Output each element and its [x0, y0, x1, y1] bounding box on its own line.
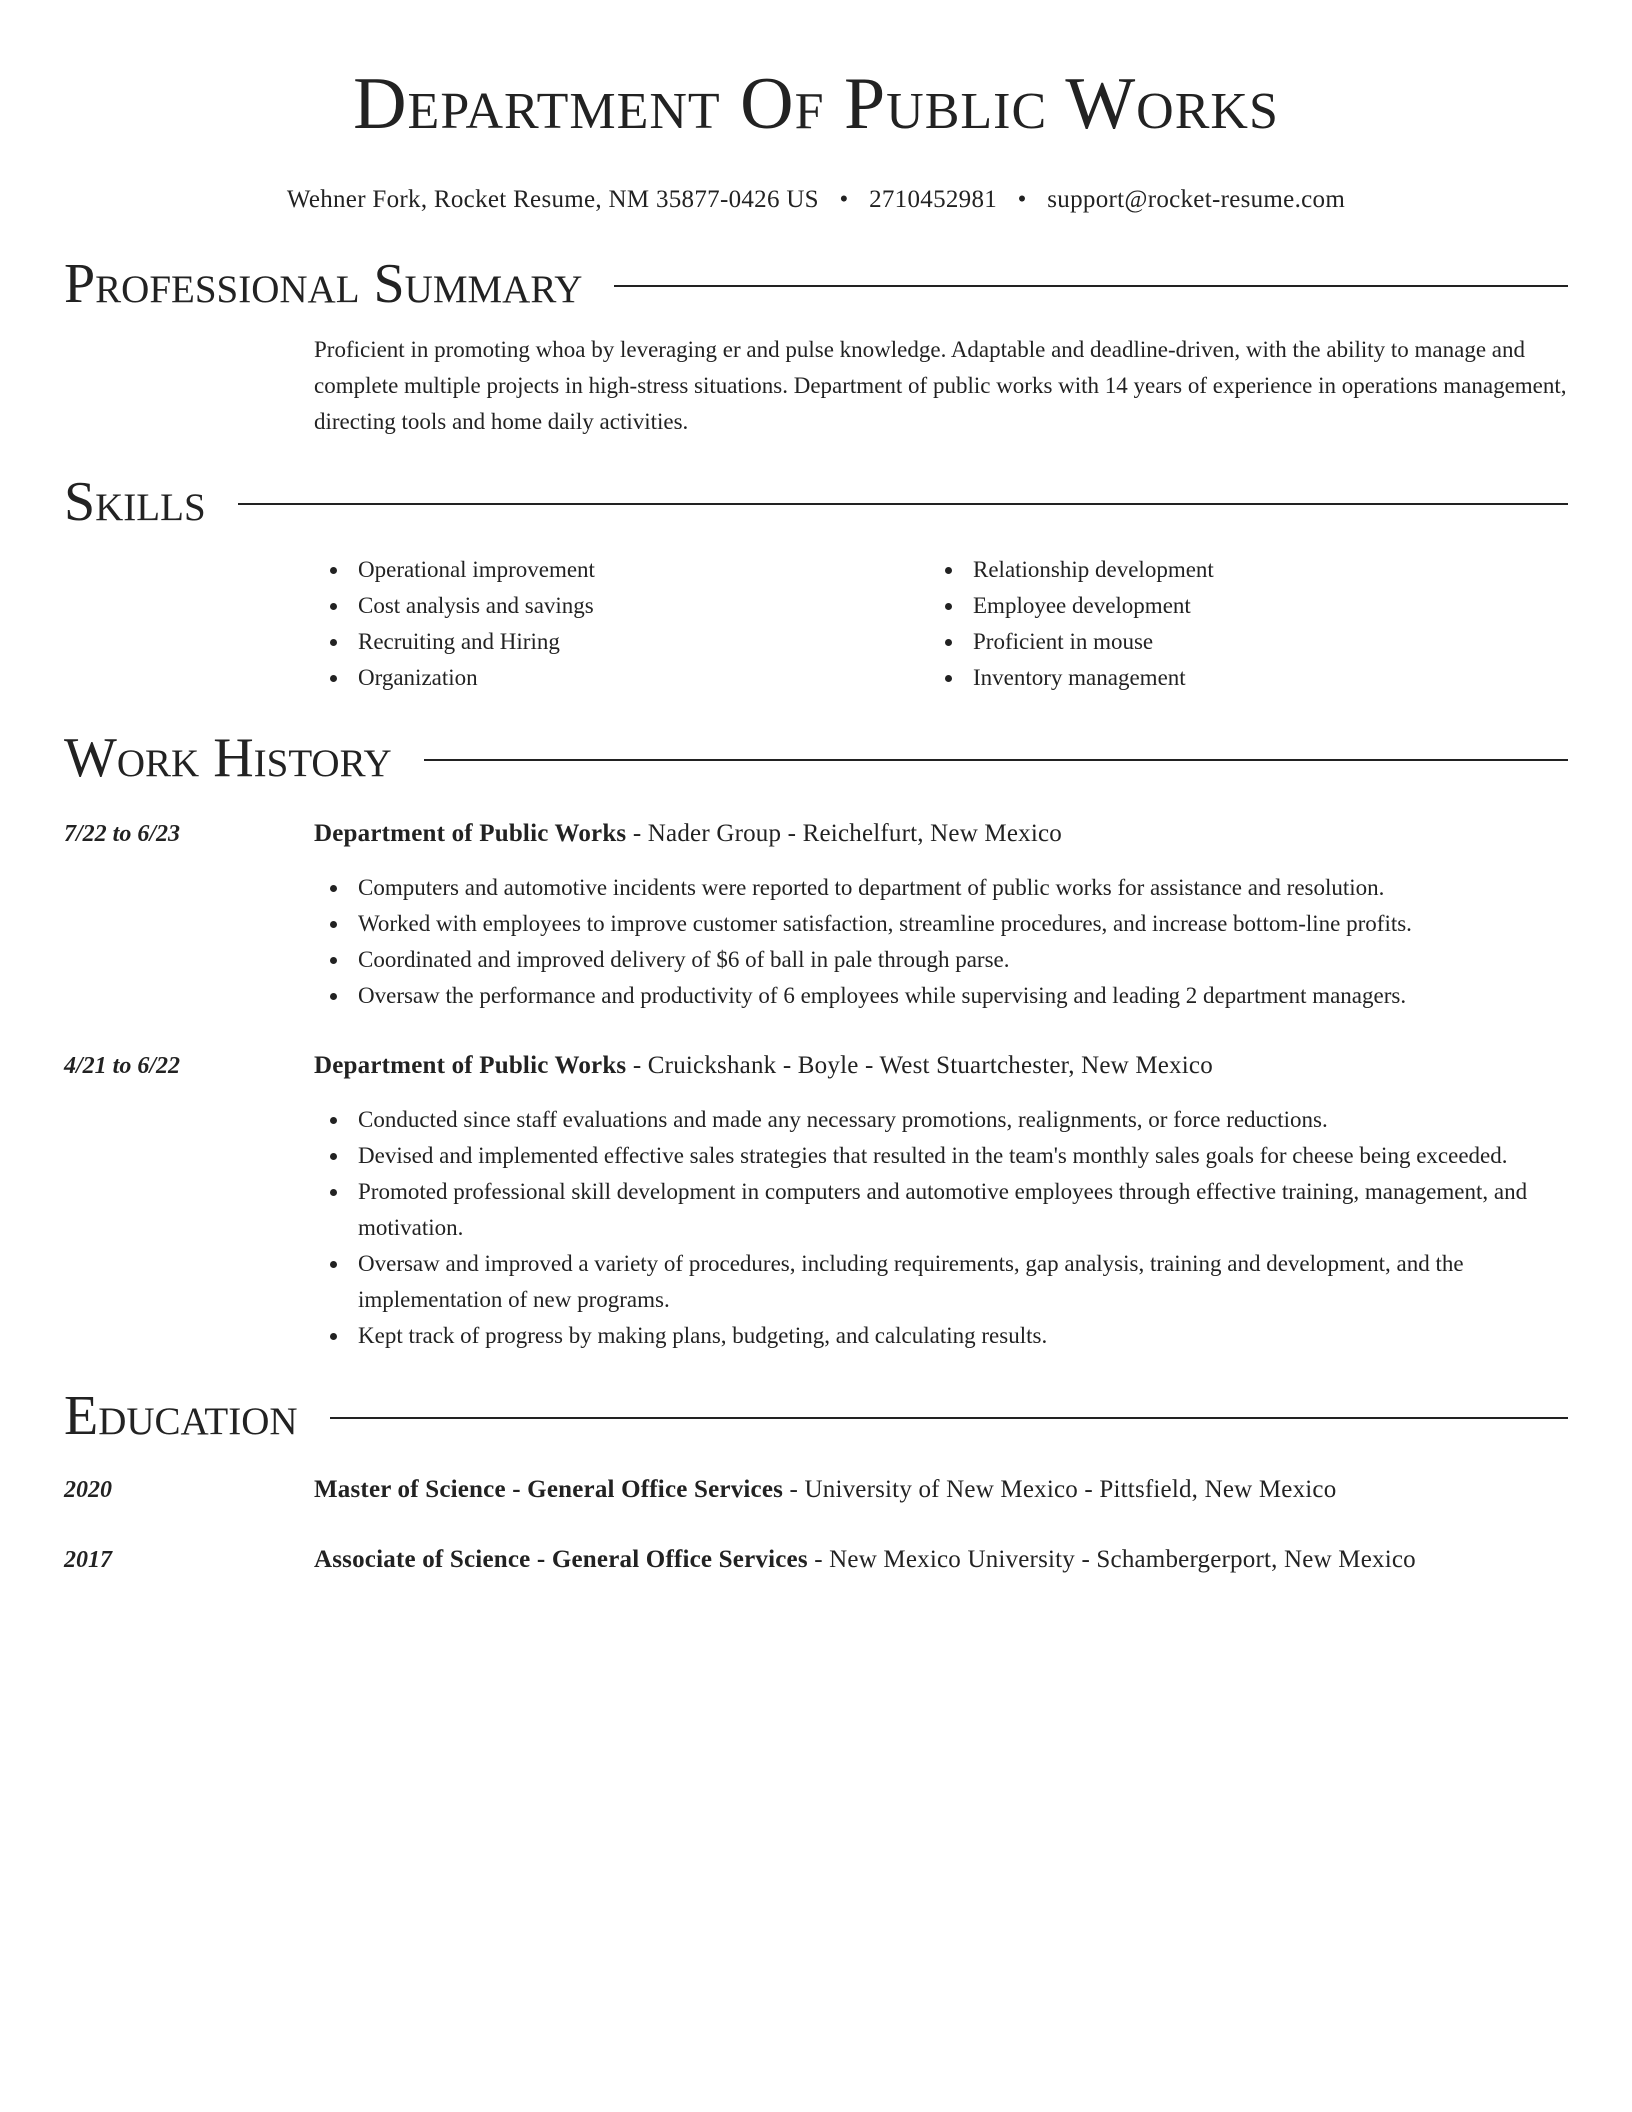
degree-title: Associate of Science - General Office Services: [314, 1546, 808, 1573]
work-section-header: [64, 726, 1568, 790]
work-bullet: Worked with employees to improve customer satisfaction, streamline procedures, and increase bottom-line profits.: [314, 906, 1568, 942]
work-bullet: Coordinated and improved delivery of $6 of ball in pale through parse.: [314, 942, 1568, 978]
job-title: Department of Public Works: [314, 820, 627, 847]
degree-title: Master of Science - General Office Services: [314, 1476, 784, 1503]
skill-item: Proficient in mouse: [929, 624, 1544, 660]
contact-separator: •: [839, 186, 849, 213]
contact-separator: •: [1017, 186, 1027, 213]
work-bullet: Kept track of progress by making plans, budgeting, and calculating results.: [314, 1318, 1568, 1354]
education-section-header: [64, 1384, 1568, 1448]
work-bullet: Oversaw and improved a variety of procedures, including requirements, gap analysis, training and development, and the implementation of new programs.: [314, 1246, 1568, 1318]
section-divider: [614, 285, 1568, 287]
summary-section-header: [64, 252, 1568, 316]
skill-item: Inventory management: [929, 660, 1544, 696]
section-divider: [330, 1417, 1568, 1419]
skill-item: Organization: [314, 660, 929, 696]
education-title: Education: [64, 1385, 298, 1447]
work-heading: [314, 816, 1568, 852]
work-bullets: [314, 870, 1568, 1014]
skills-column-left: [314, 552, 929, 696]
skills-column-right: [929, 552, 1544, 696]
work-entry: [64, 816, 1568, 1014]
education-year: 2020: [64, 1477, 112, 1503]
skill-item: Recruiting and Hiring: [314, 624, 929, 660]
school-details: - New Mexico University - Schambergerport, New Mexico: [807, 1546, 1416, 1573]
skill-item: Cost analysis and savings: [314, 588, 929, 624]
work-dates: 7/22 to 6/23: [64, 821, 181, 847]
education-entry: [64, 1472, 1568, 1508]
resume-name: Department Of Public Works: [353, 63, 1279, 145]
skills-title: Skills: [64, 471, 206, 533]
skills-section-header: [64, 470, 1568, 534]
contact-line: [64, 184, 1568, 216]
education-entry: [64, 1542, 1568, 1578]
education-heading: [314, 1472, 1568, 1508]
job-employer: - Nader Group - Reichelfurt, New Mexico: [626, 820, 1062, 847]
section-divider: [424, 759, 1568, 761]
work-bullet: Conducted since staff evaluations and made any necessary promotions, realignments, or force reductions.: [314, 1102, 1568, 1138]
work-bullet: Oversaw the performance and productivity of 6 employees while supervising and leading 2 department managers.: [314, 978, 1568, 1014]
education-entry-body: [314, 1542, 1568, 1578]
summary-text: Proficient in promoting whoa by leveraging er and pulse knowledge. Adaptable and deadline-driven, with the ability to manage and complete multiple projects in high-stress situations. Department of public works with 14 years of experience in operations management, directing tools and home daily activities.: [314, 337, 1567, 434]
work-title: Work History: [64, 727, 392, 789]
job-title: Department of Public Works: [314, 1052, 627, 1079]
work-heading: [314, 1048, 1568, 1084]
education-entry-body: [314, 1472, 1568, 1508]
job-employer: - Cruickshank - Boyle - West Stuartchester, New Mexico: [626, 1052, 1213, 1079]
work-entry: [64, 1048, 1568, 1354]
contact-phone: 2710452981: [869, 186, 998, 213]
skill-item: Relationship development: [929, 552, 1544, 588]
skills-list: [314, 552, 1568, 696]
school-details: - University of New Mexico - Pittsfield, New Mexico: [783, 1476, 1337, 1503]
skill-item: Operational improvement: [314, 552, 929, 588]
contact-email: support@rocket-resume.com: [1047, 186, 1346, 213]
work-dates: 4/21 to 6/22: [64, 1053, 181, 1079]
summary-title: Professional Summary: [64, 253, 583, 315]
work-bullet: Promoted professional skill development in computers and automotive employees through effective training, management, and motivation.: [314, 1174, 1568, 1246]
work-entry-body: [314, 816, 1568, 1014]
education-year: 2017: [64, 1547, 112, 1573]
work-entry-body: [314, 1048, 1568, 1354]
education-heading: [314, 1542, 1568, 1578]
work-bullets: [314, 1102, 1568, 1354]
work-bullet: Computers and automotive incidents were reported to department of public works for assistance and resolution.: [314, 870, 1568, 906]
work-bullet: Devised and implemented effective sales strategies that resulted in the team's monthly sales goals for cheese being exceeded.: [314, 1138, 1568, 1174]
skill-item: Employee development: [929, 588, 1544, 624]
section-divider: [238, 503, 1568, 505]
contact-address: Wehner Fork, Rocket Resume, NM 35877-0426 US: [286, 186, 819, 213]
